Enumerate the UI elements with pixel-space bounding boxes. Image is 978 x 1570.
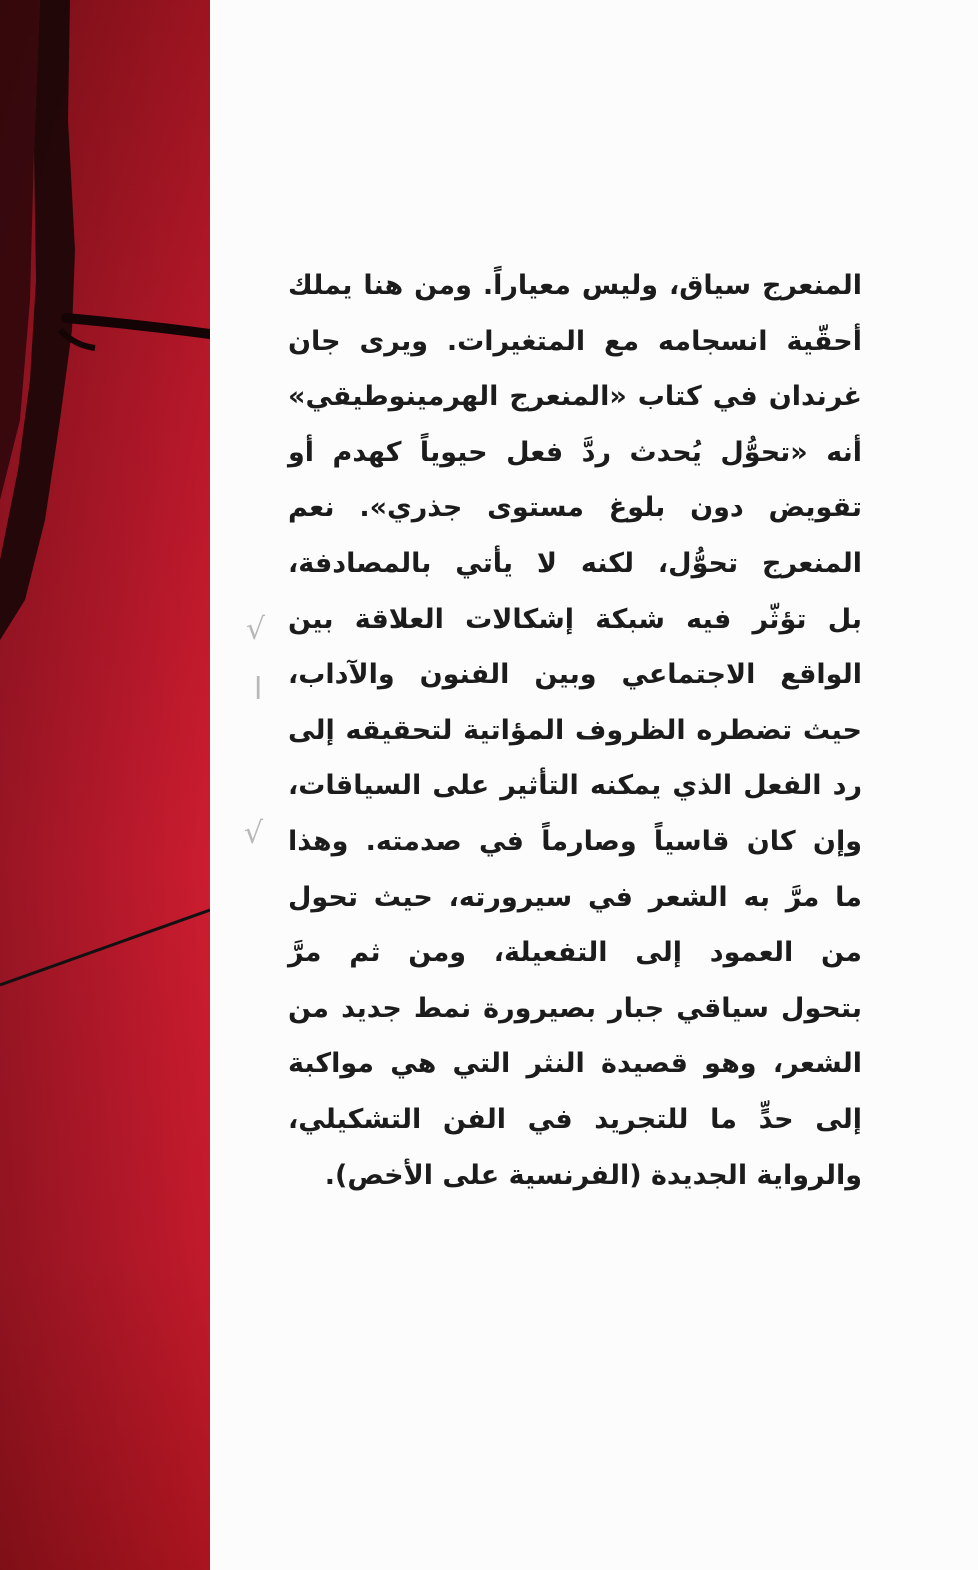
text-line: المنعرج سياق، وليس معياراً. ومن هنا يملك [288, 270, 862, 301]
text-line: أحقّية انسجامه مع المتغيرات. ويرى جان [288, 325, 862, 357]
text-line: من العمود إلى التفعيلة، ومن ثم مرَّ [288, 937, 862, 969]
text-line: أنه «تحوُّل يُحدث ردَّ فعل حيوياً كهدم أو [288, 436, 862, 468]
text-line: بل تؤثّر فيه شبكة إشكالات العلاقة بين [288, 603, 862, 635]
text-line: رد الفعل الذي يمكنه التأثير على السياقات، [288, 770, 862, 802]
text-line: المنعرج تحوُّل، لكنه لا يأتي بالمصادفة، [288, 547, 862, 579]
text-line: بتحول سياقي جبار بصيرورة نمط جديد من [288, 992, 862, 1024]
text-line: إلى حدٍّ ما للتجريد في الفن التشكيلي، [288, 1103, 862, 1135]
text-line: تقويض دون بلوغ مستوى جذري». نعم [288, 492, 862, 524]
text-line: ما مرَّ به الشعر في سيرورته، حيث تحول [288, 881, 862, 913]
body-text [288, 258, 862, 1203]
pencil-check-mark: √ [246, 612, 266, 647]
text-line: حيث تضطره الظروف المؤاتية لتحقيقه إلى [288, 714, 862, 746]
cover-strip-image [0, 0, 210, 1570]
pencil-tick-mark: ا [254, 672, 263, 707]
text-line: الواقع الاجتماعي وبين الفنون والآداب، [288, 659, 862, 691]
text-line: غرندان في كتاب «المنعرج الهرمينوطيقي» [288, 381, 862, 413]
text-line: والرواية الجديدة (الفرنسية على الأخص). [324, 1159, 862, 1191]
pencil-check-mark: √ [244, 816, 264, 851]
text-line: وإن كان قاسياً وصارماً في صدمته. وهذا [288, 825, 862, 857]
cover-artwork [0, 0, 210, 1570]
text-line: الشعر، وهو قصيدة النثر التي هي مواكبة [288, 1048, 862, 1080]
